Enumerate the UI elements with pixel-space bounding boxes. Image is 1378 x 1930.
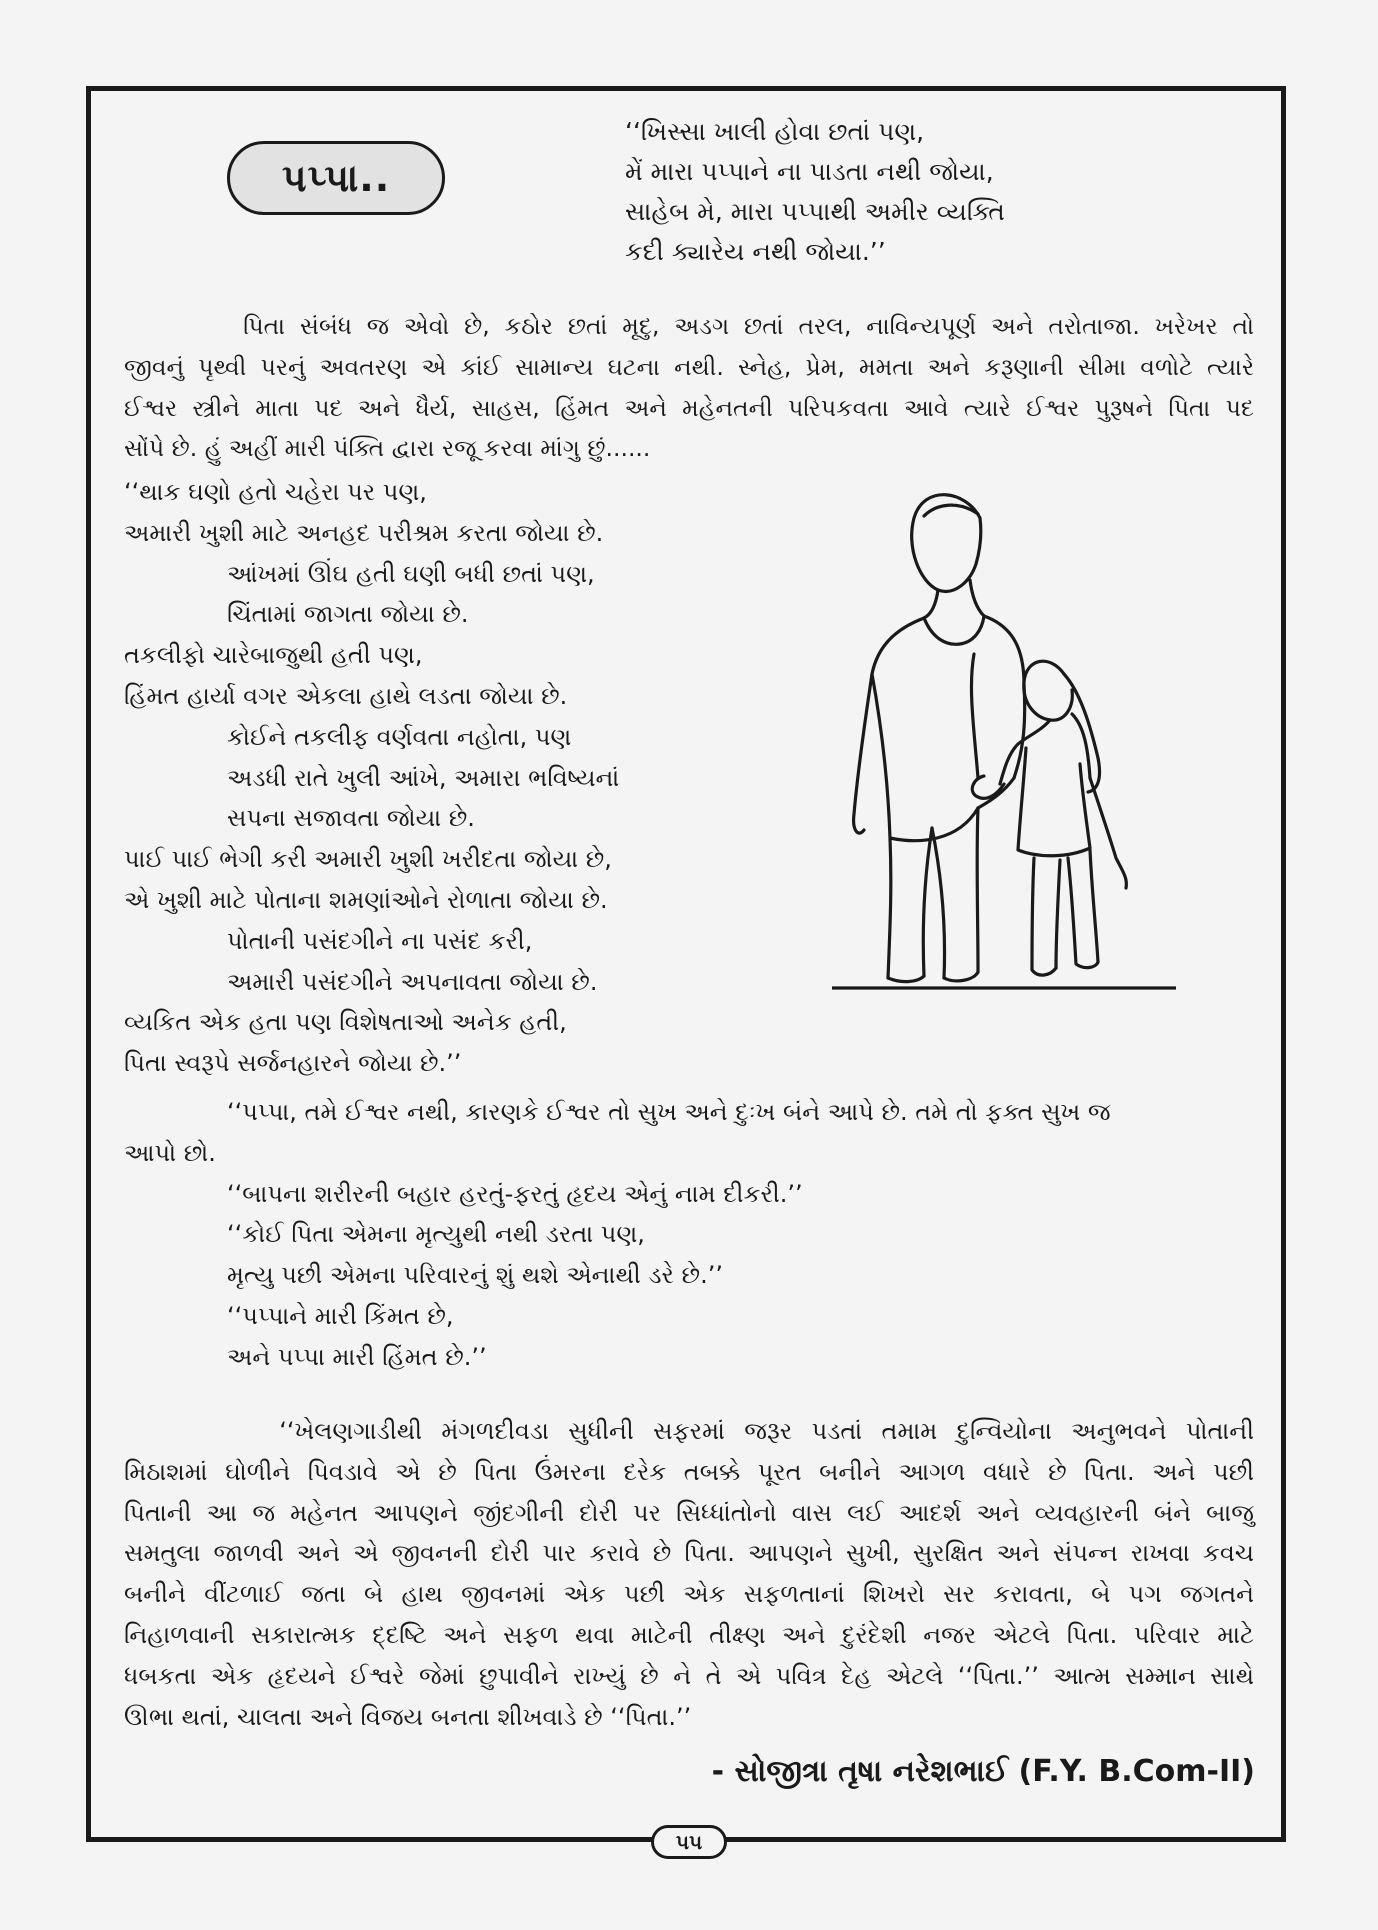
saying-line: આપો છો. <box>124 1138 216 1167</box>
poem-line: હિંમત હાર્યા વગર એકલા હાથે લડતા જોયા છે. <box>124 681 568 710</box>
sayings <box>124 1092 1254 1378</box>
poem-line: તકલીફો ચારેબાજુથી હતી પણ, <box>124 641 423 670</box>
closing-line: પિતાની આ જ મહેનત આપણને જીંદગીની દોરી પર સિધ્ધાંતોનો વાસ લઈ આદર્શ અને વ્યવહારની બંને બાજુ <box>124 1498 1254 1527</box>
opening-quote-line: મેં મારા પપ્પાને ના પાડતા નથી જોયા, <box>625 157 994 186</box>
poem-line: એ ખુશી માટે પોતાના શમણાંઓને રોળાતા જોયા છે. <box>124 885 608 914</box>
poem-line: અમારી પસંદગીને અપનાવતા જોયા છે. <box>227 967 598 996</box>
opening-quote-line: કદી ક્યારેય નથી જોયા.’’ <box>625 237 886 266</box>
poem-line: સપના સજાવતા જોયા છે. <box>227 804 475 833</box>
saying-line: અને પપ્પા મારી હિંમત છે.’’ <box>227 1342 487 1371</box>
closing-line: ઊભા થતાં, ચાલતા અને વિજય બનતા શીખવાડે છે ‘‘પિતા.’’ <box>124 1702 692 1731</box>
father-daughter-illustration <box>828 478 1186 998</box>
closing-line: મિઠાશમાં ઘોળીને પિવડાવે એ છે પિતા ઉંમરના દરેક તબક્કે પૂરત બનીને આગળ વધારે છે પિતા. અને પછી <box>124 1457 1254 1486</box>
poem <box>124 472 619 1084</box>
poem-line: વ્યકિત એક હતા પણ વિશેષતાઓ અનેક હતી, <box>124 1008 567 1037</box>
intro-line: પિતા સંબંધ જ એવો છે, કઠોર છતાં મૃદુ, અડગ છતાં તરલ, નાવિન્યપૂર્ણ અને તરોતાજા. ખરેખર તો <box>124 312 1254 340</box>
saying-line: ‘‘બાપના શરીરની બહાર હરતું-ફરતું હૃદય એનું નામ દીકરી.’’ <box>227 1179 803 1208</box>
poem-line: અડધી રાતે ખુલી આંખે, અમારા ભવિષ્યનાં <box>227 763 620 792</box>
opening-quote-line: સાહેબ મે, મારા પપ્પાથી અમીર વ્યક્તિ <box>625 197 1005 226</box>
closing-line: સમતુલા જાળવી અને એ જીવનની દોરી પાર કરાવે છે પિતા. આપણને સુખી, સુરક્ષિત અને સંપન્ન રાખવા કવચ <box>124 1539 1254 1568</box>
opening-quote-line: ‘‘ખિસ્સા ખાલી હોવા છતાં પણ, <box>625 117 925 146</box>
intro-line: ઈશ્વર સ્ત્રીને માતા પદ અને ધૈર્ય, સાહસ, હિંમત અને મહેનતની પરિપકવતા આવે ત્યારે ઈશ્વર પુરૂષને પિતા પદ <box>124 393 1254 422</box>
closing-paragraph <box>124 1411 1254 1737</box>
saying-line: ‘‘કોઈ પિતા એમના મૃત્યુથી નથી ડરતા પણ, <box>227 1220 645 1249</box>
opening-quote <box>625 112 1005 272</box>
intro-paragraph <box>124 306 1254 469</box>
poem-line: આંખમાં ઊંઘ હતી ઘણી બધી છતાં પણ, <box>227 559 595 588</box>
closing-line: બનીને વીંટળાઈ જતા બે હાથ જીવનમાં એક પછી એક સફળતાનાં શિખરો સર કરાવતા, બે પગ જગતને <box>124 1580 1254 1609</box>
intro-line: જીવનું પૃથ્વી પરનું અવતરણ એ કાંઈ સામાન્ય ઘટના નથી. સ્નેહ, પ્રેમ, મમતા અને કરૂણાની સીમા વળોટે ત્યારે <box>124 352 1254 381</box>
poem-line: પિતા સ્વરૂપે સર્જનહારને જોયા છે.’’ <box>124 1049 462 1078</box>
closing-line: નિહાળવાની સકારાત્મક દ્દષ્ટિ અને સફળ થવા માટેની તીક્ષ્ણ અને દુરંદેશી નજર એટલે પિતા. પરિવાર માટે <box>124 1620 1254 1649</box>
poem-line: કોઈને તકલીફ વર્ણવતા નહોતા, પણ <box>227 722 572 751</box>
intro-line: સોંપે છે. હું અહીં મારી પંક્તિ દ્વારા રજૂ કરવા માંગુ છું...... <box>124 434 651 463</box>
poem-line: પાઈ પાઈ ભેગી કરી અમારી ખુશી ખરીદતા જોયા છે, <box>124 845 612 874</box>
poem-line: અમારી ખુશી માટે અનહદ પરીશ્રમ કરતા જોયા છે. <box>124 518 604 547</box>
saying-line: ‘‘પપ્પાને મારી કિંમત છે, <box>227 1301 454 1330</box>
poem-line: ચિંતામાં જાગતા જોયા છે. <box>227 600 469 629</box>
poem-line: ‘‘થાક ઘણો હતો ચહેરા પર પણ, <box>124 478 427 506</box>
page-number: ૫૫ <box>651 1825 727 1859</box>
closing-line: ‘‘ખેલણગાડીથી મંગળદીવડા સુધીની સફરમાં જરૂર પડતાં તમામ દુન્વિયોના અનુભવને પોતાની <box>124 1417 1254 1445</box>
saying-line: મૃત્યુ પછી એમના પરિવારનું શું થશે એનાથી ડરે છે.’’ <box>227 1261 723 1290</box>
closing-line: ધબકતા એક હૃદયને ઈશ્વરે જેમાં છુપાવીને રાખ્યું છે ને તે એ પવિત્ર દેહ એટલે ‘‘પિતા.’’ આત્મ સમ્માન સાથે <box>124 1661 1254 1690</box>
page-title: પપ્પા.. <box>227 141 445 215</box>
author-credit: - સોજીત્રા તૃષા નરેશભાઈ (F.Y. B.Com-II) <box>711 1754 1255 1789</box>
saying-line: ‘‘પપ્પા, તમે ઈશ્વર નથી, કારણકે ઈશ્વર તો સુખ અને દુઃખ બંને આપે છે. તમે તો ફક્ત સુખ જ <box>227 1098 1111 1126</box>
poem-line: પોતાની પસંદગીને ના પસંદ કરી, <box>227 926 533 955</box>
